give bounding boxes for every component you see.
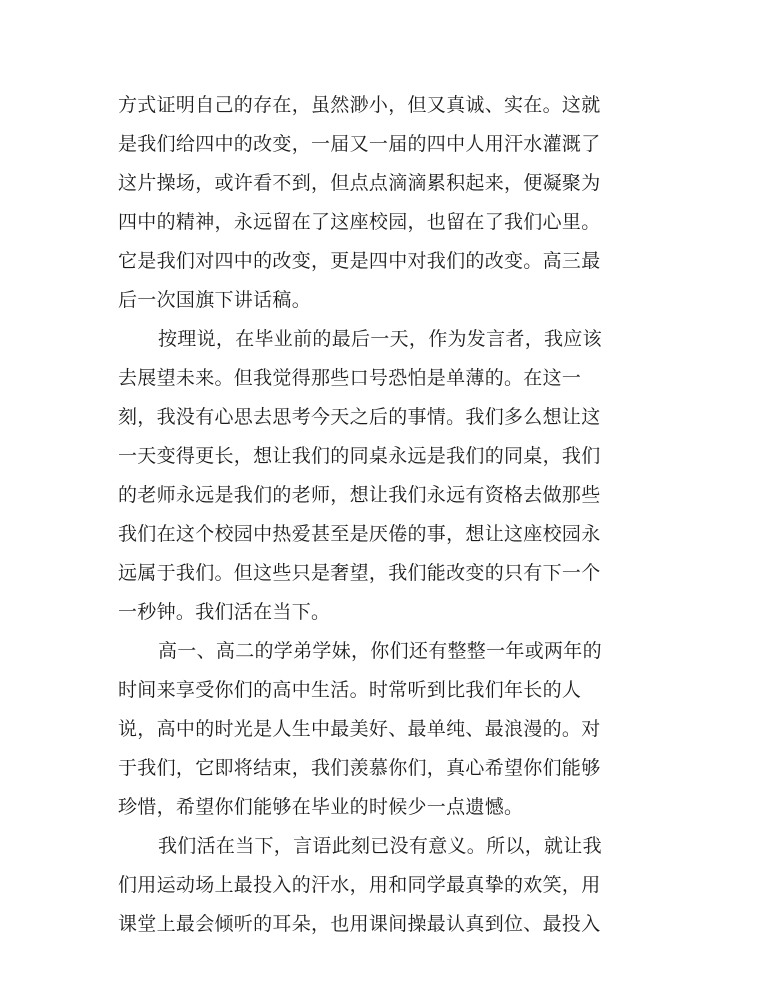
text-line: 我们在这个校园中热爱甚至是厌倦的事，想让这座校园永: [118, 523, 601, 545]
text-line: 们用运动场上最投入的汗水，用和同学最真挚的欢笑，用: [118, 874, 601, 896]
text-line: 是我们给四中的改变，一届又一届的四中人用汗水灌溉了: [118, 133, 601, 155]
text-line: 的老师永远是我们的老师，想让我们永远有资格去做那些: [118, 484, 601, 506]
text-line: 方式证明自己的存在，虽然渺小，但又真诚、实在。这就: [118, 94, 601, 116]
text-line: 说，高中的时光是人生中最美好、最单纯、最浪漫的。对: [118, 718, 601, 740]
text-line: 它是我们对四中的改变，更是四中对我们的改变。高三最: [118, 250, 601, 272]
paragraph-first-line: 按理说，在毕业前的最后一天，作为发言者，我应该: [158, 328, 602, 350]
paragraph-first-line: 高一、高二的学弟学妹，你们还有整整一年或两年的: [158, 640, 602, 662]
text-line: 这片操场，或许看不到，但点点滴滴累积起来，便凝聚为: [118, 172, 601, 194]
text-line: 去展望未来。但我觉得那些口号恐怕是单薄的。在这一: [118, 367, 582, 389]
text-line: 时间来享受你们的高中生活。时常听到比我们年长的人: [118, 679, 582, 701]
text-line: 远属于我们。但这些只是奢望，我们能改变的只有下一个: [118, 562, 601, 584]
text-line: 于我们，它即将结束，我们羡慕你们，真心希望你们能够: [118, 757, 601, 779]
text-line: 后一次国旗下讲话稿。: [118, 289, 312, 311]
text-line: 课堂上最会倾听的耳朵，也用课间操最认真到位、最投入: [118, 913, 601, 935]
text-line: 一秒钟。我们活在当下。: [118, 601, 331, 623]
text-line: 珍惜，希望你们能够在毕业的时候少一点遗憾。: [118, 796, 524, 818]
document-body: [118, 86, 638, 944]
text-line: 四中的精神，永远留在了这座校园，也留在了我们心里。: [118, 211, 601, 233]
paragraph-first-line: 我们活在当下，言语此刻已没有意义。所以，就让我: [158, 835, 602, 857]
text-line: 一天变得更长，想让我们的同桌永远是我们的同桌，我们: [118, 445, 601, 467]
text-line: 刻，我没有心思去思考今天之后的事情。我们多么想让这: [118, 406, 601, 428]
